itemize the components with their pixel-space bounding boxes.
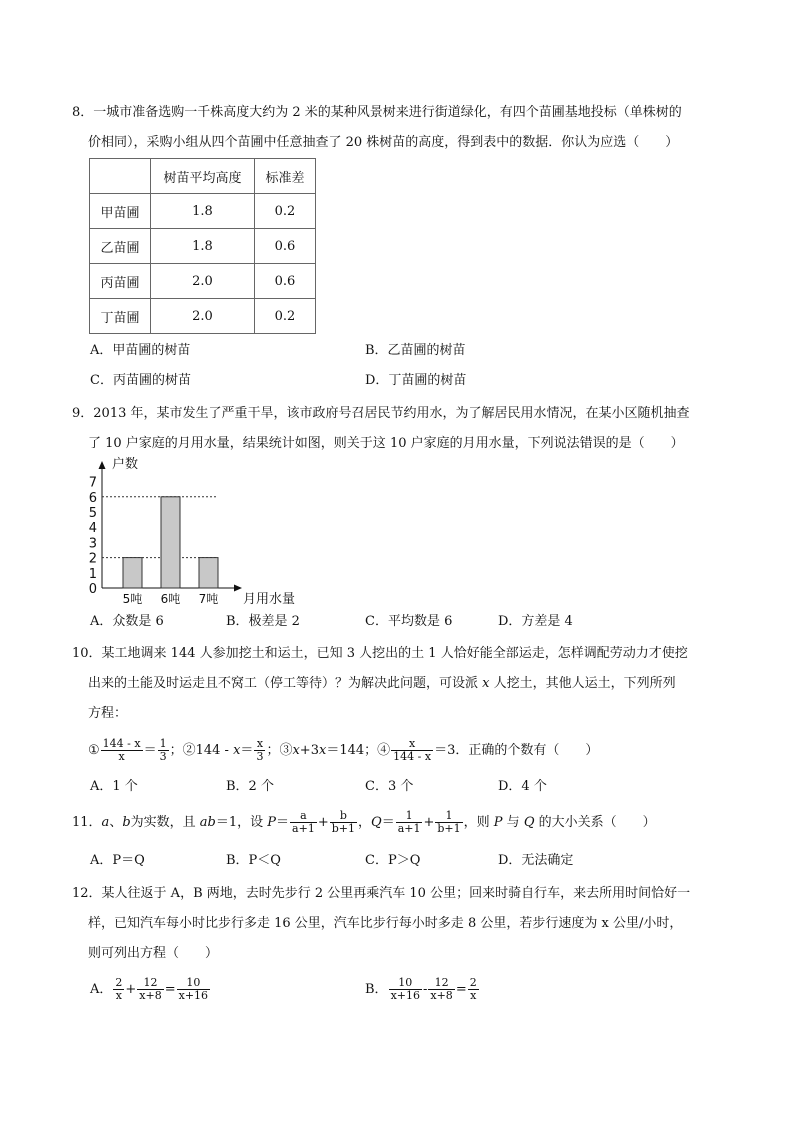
fraction: $\frac{10}{x+16}$ xyxy=(178,976,209,1002)
q8-stem-line1: 8．一城市准备选购一千株高度大约为 2 米的某种风景树来进行街道绿化，有四个苗圃基地投标（单株树的 xyxy=(72,105,682,120)
q10-option-d[interactable]: D．4 个 xyxy=(498,779,547,794)
q12-stem-line1: 12．某人往返于 A，B 两地，去时先步行 2 公里再乘汽车 10 公里；回来时骑自行车，来去所用时间恰好一 xyxy=(72,886,691,901)
y-tick-label: 6 xyxy=(88,490,97,506)
table-cell: 2.0 xyxy=(151,299,255,334)
table-cell: 丁苗圃 xyxy=(90,299,151,334)
q10-stem-line1: 10．某工地调来 144 人参加挖土和运土，已知 3 人挖出的土 1 人恰好能全部运走，怎样调配劳动力才使挖 xyxy=(72,646,688,661)
x-tick-label: 7吨 xyxy=(198,592,219,606)
table-cell: 乙苗圃 xyxy=(90,229,151,264)
y-tick-label: 7 xyxy=(88,475,97,491)
q8-option-d[interactable]: D．丁苗圃的树苗 xyxy=(365,373,467,388)
bar xyxy=(161,497,180,588)
fraction: $\frac{1}{a+1}$ xyxy=(397,809,421,835)
q8-stem-line2: 价相同），采购小组从四个苗圃中任意抽查了 20 株树苗的高度，得到表中的数据．你认为应选（ ） xyxy=(88,135,679,150)
table-cell: 丙苗圃 xyxy=(90,264,151,299)
x-tick-label: 5吨 xyxy=(122,592,143,606)
table-cell: 2.0 xyxy=(151,264,255,299)
q8-data-table xyxy=(89,158,316,334)
q10-option-b[interactable]: B．2 个 xyxy=(226,779,274,794)
q10-stem-line3: 方程： xyxy=(88,706,128,721)
table-cell: 1.8 xyxy=(151,194,255,229)
q12-stem-line3: 则可列出方程（ ） xyxy=(88,946,219,961)
fraction: $\frac{12}{x+8}$ xyxy=(139,976,162,1002)
q8-option-c[interactable]: C．丙苗圃的树苗 xyxy=(90,373,191,388)
y-tick-label: 2 xyxy=(88,551,97,567)
table-row xyxy=(90,264,316,299)
q10-equations: ① $\frac{144 - x}{x}$ ＝ $\frac{1}{3}$ ；②144 - x＝ $\frac{x}{3}$ ；③x+3x＝144；④ $\frac{x}{144 - x}$ ＝3．正确的个数有（ ） xyxy=(88,737,599,763)
fraction: $\frac{1}{b+1}$ xyxy=(437,809,461,835)
table-row xyxy=(90,229,316,264)
table-cell: 1.8 xyxy=(151,229,255,264)
table-row xyxy=(90,194,316,229)
q9-stem-line1: 9．2013 年，某市发生了严重干旱，该市政府号召居民节约用水，为了解居民用水情况，在某小区随机抽查 xyxy=(72,406,690,421)
fraction: $\frac{a}{a+1}$ xyxy=(292,809,315,835)
q8-option-b[interactable]: B．乙苗圃的树苗 xyxy=(365,343,466,358)
q8-option-a[interactable]: A．甲苗圃的树苗 xyxy=(90,343,191,358)
y-tick-label: 4 xyxy=(88,521,97,537)
table-cell: 甲苗圃 xyxy=(90,194,151,229)
y-tick-label: 1 xyxy=(88,566,97,582)
y-tick-label: 5 xyxy=(88,506,97,521)
table-cell: 0.6 xyxy=(255,264,316,299)
q12-stem-line2: 样，已知汽车每小时比步行多走 16 公里，汽车比步行每小时多走 8 公里，若步行速度为 x 公里/小时， xyxy=(88,916,683,931)
table-cell: 0.6 xyxy=(255,229,316,264)
fraction: $\frac{2}{x}$ xyxy=(469,976,477,1002)
bar xyxy=(199,558,218,588)
fraction: $\frac{x}{3}$ xyxy=(256,737,264,763)
x-axis-arrow-icon xyxy=(234,585,242,592)
q9-option-d[interactable]: D．方差是 4 xyxy=(498,614,573,629)
q12-option-a[interactable]: A． $\frac{2}{x}$ + $\frac{12}{x+8}$ = $\frac{10}{x+16}$ xyxy=(90,976,209,1002)
y-tick-label: 3 xyxy=(88,536,97,552)
fraction: $\frac{10}{x+16}$ xyxy=(390,976,420,1002)
table-header-cell: 标准差 xyxy=(255,159,316,194)
y-tick-label: 0 xyxy=(88,582,97,597)
table-cell: 0.2 xyxy=(255,299,316,334)
q9-bar-chart xyxy=(80,455,320,610)
bar xyxy=(123,558,142,588)
fraction: $\frac{x}{144 - x}$ xyxy=(393,737,432,763)
x-tick-label: 6吨 xyxy=(160,592,181,606)
fraction: $\frac{b}{b+1}$ xyxy=(331,809,355,835)
q12-option-b[interactable]: B． $\frac{10}{x+16}$ - $\frac{12}{x+8}$ = $\frac{2}{x}$ xyxy=(365,976,477,1002)
table-row xyxy=(90,299,316,334)
q9-stem-line2: 了 10 户家庭的月用水量，结果统计如图，则关于这 10 户家庭的月用水量，下列说法错误的是（ ） xyxy=(88,436,684,451)
table-header-row xyxy=(90,159,316,194)
fraction: $\frac{1}{3}$ xyxy=(159,737,167,763)
fraction: $\frac{12}{x+8}$ xyxy=(430,976,453,1002)
q11-option-b[interactable]: B．P＜Q xyxy=(226,853,281,868)
fraction: $\frac{2}{x}$ xyxy=(115,976,123,1002)
q10-option-c[interactable]: C．3 个 xyxy=(365,779,414,794)
table-cell: 0.2 xyxy=(255,194,316,229)
x-axis-label: 月用水量 xyxy=(243,592,296,607)
table-header-cell: 树苗平均高度 xyxy=(151,159,255,194)
table-header-cell xyxy=(90,159,151,194)
q11-option-c[interactable]: C．P＞Q xyxy=(365,853,421,868)
q11-option-d[interactable]: D．无法确定 xyxy=(498,853,574,868)
q9-option-c[interactable]: C．平均数是 6 xyxy=(365,614,453,629)
q9-option-b[interactable]: B．极差是 2 xyxy=(226,614,300,629)
y-axis-arrow-icon xyxy=(99,461,106,469)
q11-stem: 11．a、b为实数，且 ab＝1，设 P＝ $\frac{a}{a+1}$ + $\frac{b}{b+1}$ ，Q＝ $\frac{1}{a+1}$ + $\frac{1}{b+1}$ ，则 P 与 Q 的大小关系（ ） xyxy=(72,809,656,835)
q10-option-a[interactable]: A．1 个 xyxy=(90,779,138,794)
q11-option-a[interactable]: A．P＝Q xyxy=(90,853,145,868)
q10-stem-line2: 出来的土能及时运走且不窝工（停工等待）？为解决此问题，可设派 x 人挖土，其他人运土，下列所列 xyxy=(88,676,676,691)
q9-option-a[interactable]: A．众数是 6 xyxy=(90,614,164,629)
y-axis-label: 户数 xyxy=(112,457,139,472)
fraction: $\frac{144 - x}{x}$ xyxy=(102,737,141,763)
